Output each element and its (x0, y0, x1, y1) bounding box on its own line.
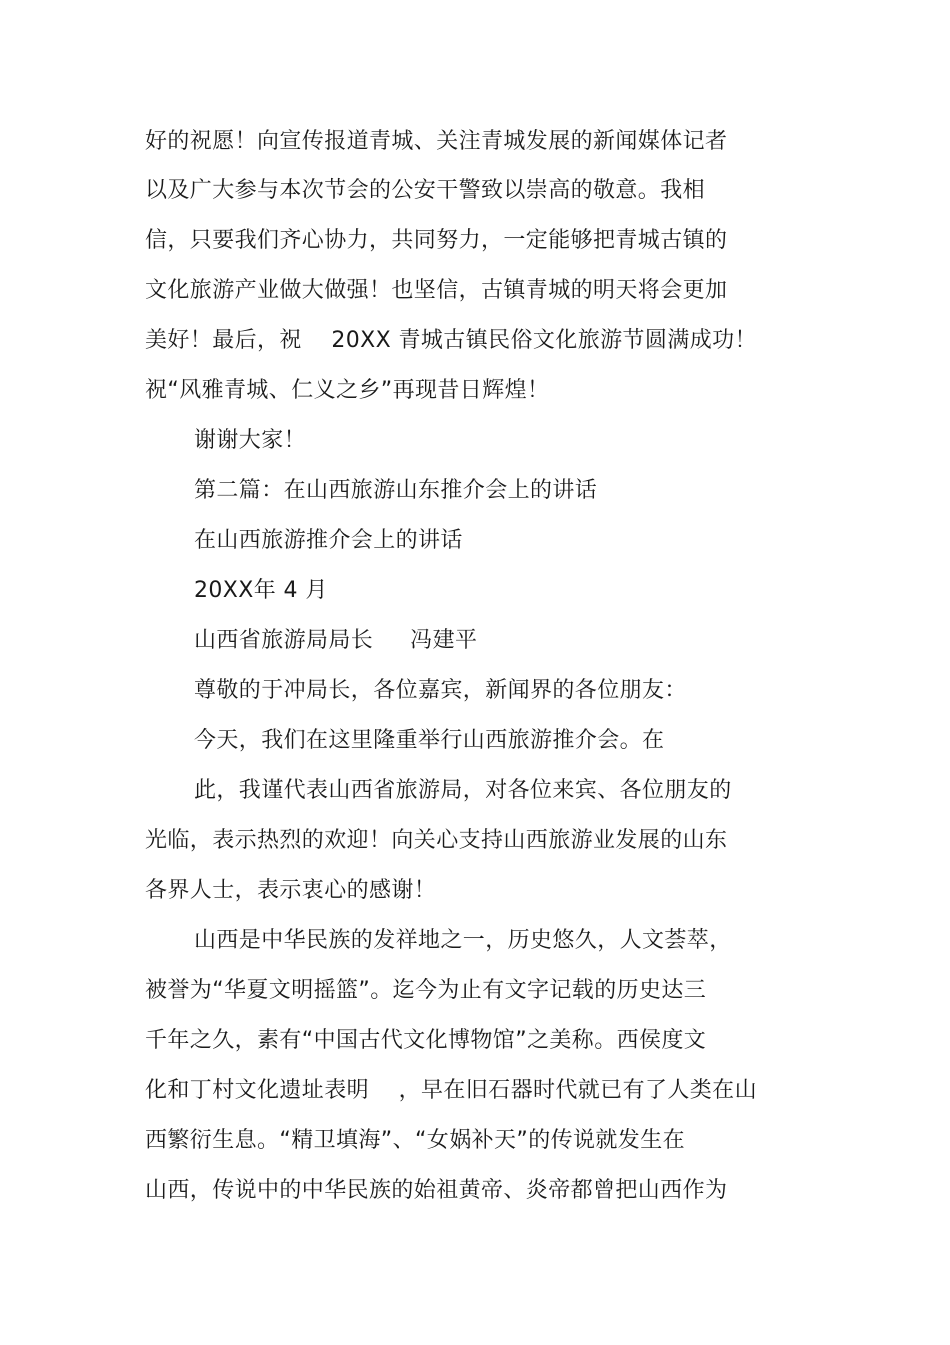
text-line: 今天，我们在这里隆重举行山西旅游推介会。在 (194, 728, 665, 753)
text-line: 各界人士，表示衷心的感谢！ (145, 878, 437, 903)
text-line: 好的祝愿！向宣传报道青城、关注青城发展的新闻媒体记者 (145, 129, 728, 154)
text-line: 山西，传说中的中华民族的始祖黄帝、炎帝都曾把山西作为 (145, 1178, 728, 1203)
salutation: 尊敬的于冲局长，各位嘉宾，新闻界的各位朋友： (194, 678, 687, 703)
text-line: 千年之久，素有“中国古代文化博物馆”之美称。西侯度文 (145, 1028, 707, 1053)
text-line: 被誉为“华夏文明摇篮”。迄今为止有文字记载的历史达三 (145, 978, 707, 1003)
text-line: 美好！最后，祝 20XX 青城古镇民俗文化旅游节圆满成功！ (145, 328, 757, 353)
text-line: 山西是中华民族的发祥地之一，历史悠久，人文荟萃， (194, 928, 732, 953)
text-line: 信，只要我们齐心协力，共同努力，一定能够把青城古镇的 (145, 228, 728, 253)
text-line: 文化旅游产业做大做强！也坚信，古镇青城的明天将会更加 (145, 278, 728, 303)
text-line: 此，我谨代表山西省旅游局，对各位来宾、各位朋友的 (194, 778, 732, 803)
text-line: 以及广大参与本次节会的公安干警致以崇高的敬意。我相 (145, 178, 706, 203)
text-line: 西繁衍生息。“精卫填海”、“女娲补天”的传说就发生在 (145, 1128, 685, 1153)
section-heading: 第二篇：在山西旅游山东推介会上的讲话 (194, 478, 598, 503)
speech-date: 20XX年 4 月 (194, 578, 328, 603)
text-line: 化和丁村文化遗址表明 ，早在旧石器时代就已有了人类在山 (145, 1078, 757, 1103)
speaker-line: 山西省旅游局局长 冯建平 (194, 628, 478, 653)
text-line: 祝“风雅青城、仁义之乡”再现昔日辉煌！ (145, 378, 550, 403)
text-line: 谢谢大家！ (194, 428, 307, 453)
text-line: 光临，表示热烈的欢迎！向关心支持山西旅游业发展的山东 (145, 828, 728, 853)
speech-title: 在山西旅游推介会上的讲话 (194, 528, 463, 553)
